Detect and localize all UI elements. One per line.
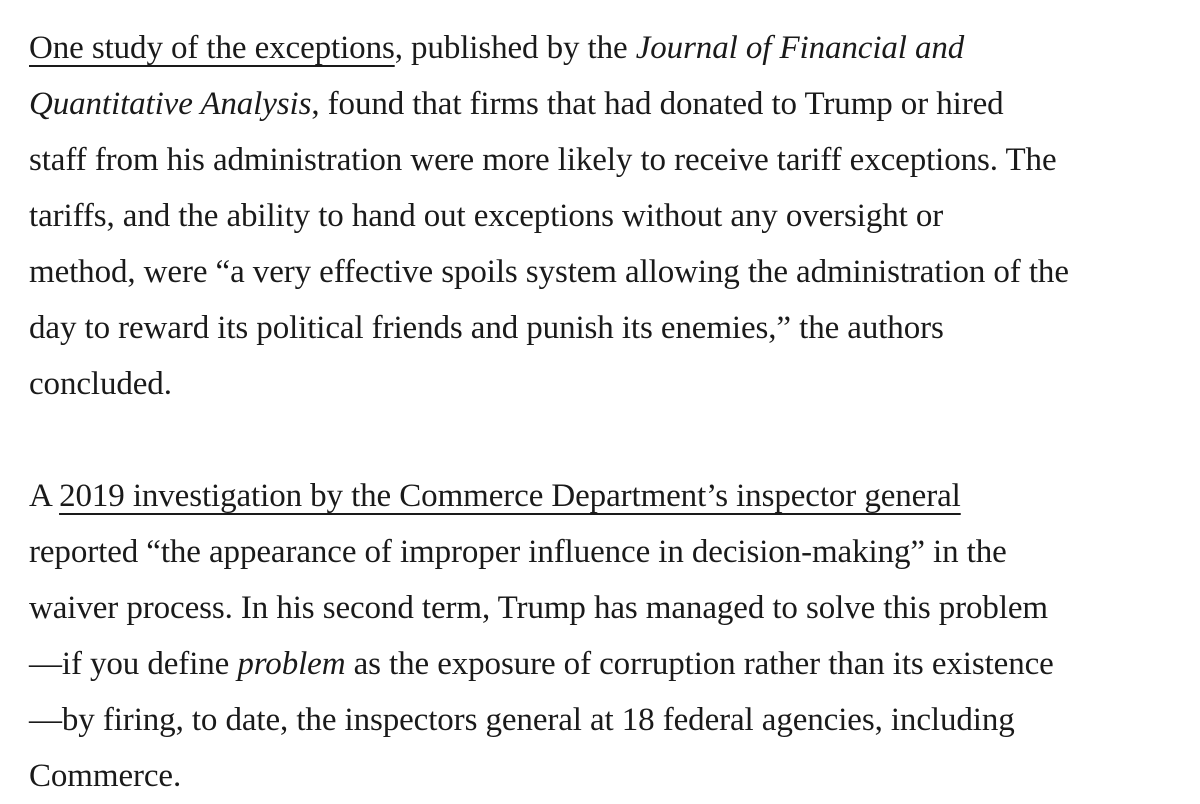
paragraph-inspector-general xyxy=(29,468,1179,804)
text-line xyxy=(29,468,1179,524)
study-of-exceptions-link[interactable]: One study of the exceptions xyxy=(29,30,395,66)
inspector-general-investigation-link[interactable]: 2019 investigation by the Commerce Department’s inspector general xyxy=(59,478,961,514)
text-line xyxy=(29,636,1179,692)
text-line xyxy=(29,20,1179,76)
text-line: day to reward its political friends and punish its enemies,” the authors xyxy=(29,310,944,346)
journal-title-continued: Quantitative Analysis xyxy=(29,86,312,122)
text-line: tariffs, and the ability to hand out exceptions without any oversight or xyxy=(29,198,944,234)
article-body xyxy=(29,20,1179,804)
text-line: method, were “a very effective spoils system allowing the administration of the xyxy=(29,254,1069,290)
emphasized-word: problem xyxy=(237,646,346,682)
text-line: concluded. xyxy=(29,366,172,402)
text-line: —by firing, to date, the inspectors general at 18 federal agencies, including xyxy=(29,702,1015,738)
text-line: reported “the appearance of improper influence in decision-making” in the xyxy=(29,534,1007,570)
journal-title: Journal of Financial and xyxy=(635,30,965,66)
text-line: Commerce. xyxy=(29,758,182,794)
text-fragment: as the exposure of corruption rather than its existence xyxy=(345,646,1054,682)
text-line: staff from his administration were more likely to receive tariff exceptions. The xyxy=(29,142,1057,178)
text-line xyxy=(29,76,1179,132)
text-line: waiver process. In his second term, Trump has managed to solve this problem xyxy=(29,590,1048,626)
text-fragment: —if you define xyxy=(29,646,238,682)
paragraph-tariff-exceptions-study xyxy=(29,20,1179,412)
text-fragment: A xyxy=(29,478,60,514)
text-fragment: , found that firms that had donated to Trump or hired xyxy=(311,86,1004,122)
text-fragment: , published by the xyxy=(394,30,636,66)
